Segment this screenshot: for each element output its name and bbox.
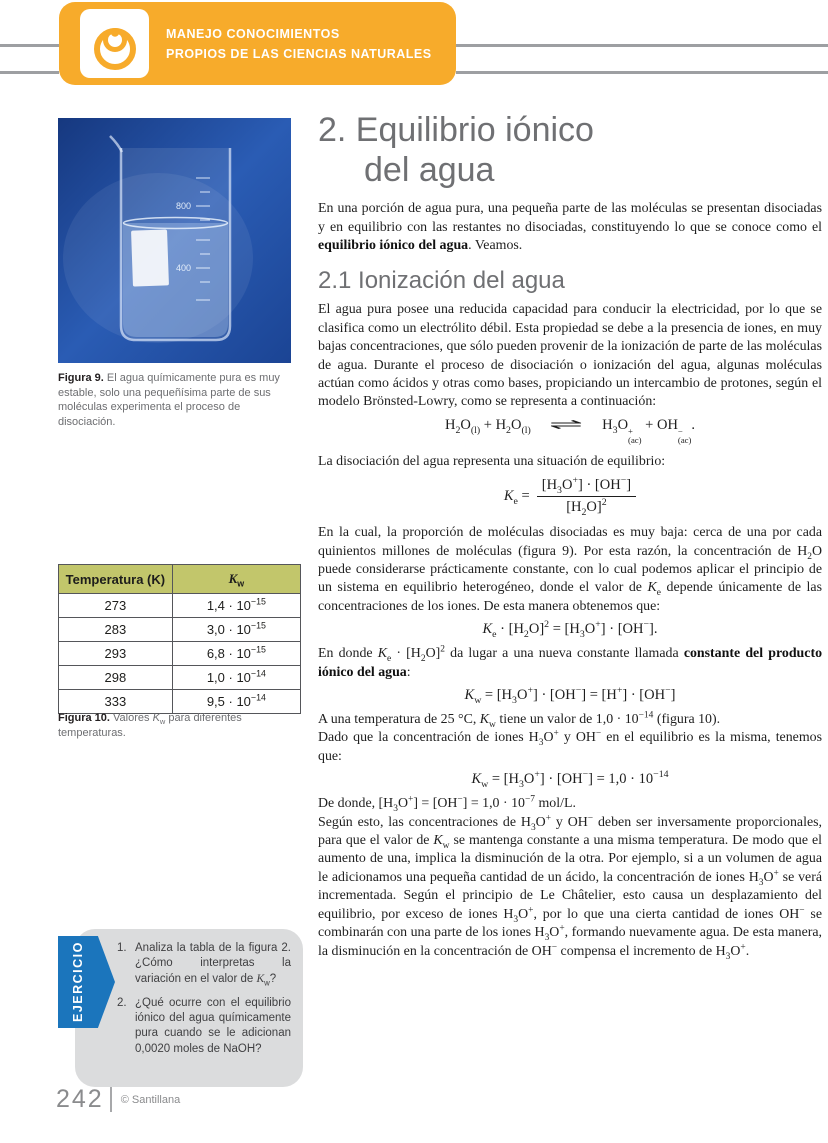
equation-ke-h2o: $K_e \cdot [H_2O]^2 = [H_3O^+] \cdot [OH^-]$. [482,619,658,641]
paragraph-intro: En una porción de agua pura, una pequeña parte de las moléculas se presentan disociadas y en equilibrio con las restantes no disociadas, constituyendo lo que se conoce como el equilibrio iónico del agua. Veamos. [318,201,822,254]
figure10-label: Figura 10. [58,712,110,724]
equation-autoionization: $H_2O_{(l)} + H_2O_{(l)}$ ⇌ $H_3O$ + (ac) + OH − (ac) . [444,416,696,446]
col-header-kw: $K_w$ [172,565,300,594]
article-title [318,110,822,190]
exercise-item-text: Analiza la tabla de la figura 2. ¿Cómo interpretas la variación en el valor de $K_w$? [135,942,291,987]
paragraph-endonde: En donde $K_e \cdot [H_2O]^2$ da lugar a una nueva constante llamada constante del producto iónico del agua: [318,644,823,680]
equation-ke-denominator: $[H_2O]^2$ [537,496,636,516]
figure10-caption [58,711,298,740]
paragraph-temperatura: A una temperatura de 25 °C, $K_w$ tiene un valor de $1,0 \cdot 10^{-14}$ (figura 10). [318,710,721,730]
beaker-graduation-800: 800 [176,201,192,211]
table-row [59,594,301,618]
figure10-caption-text: Valores $K_w$ para diferentes temperaturas. [58,712,242,739]
kw-table [58,564,301,714]
header-rule-left-bottom [0,71,59,74]
header-rule-right-top [456,44,828,47]
page-number: 242 [56,1085,104,1113]
table-row [59,642,301,666]
exercise-label [58,936,115,1028]
exercise-item-number: 1. [117,942,127,954]
paragraph-dedonde: De donde, $[H_3O^+] = [OH^-] = 1,0 \cdot 10^{-7}$ mol/L. [318,794,576,815]
page-footer [56,1085,180,1114]
table-row [59,666,301,690]
article-column [318,110,822,961]
equation-kw-definition: $K_w = [H_3O^+] \cdot [OH^-] = [H^+] \cdot [OH^-]$ [464,685,676,706]
paragraph-disociacion: La disociación del agua representa una situación de equilibrio: [318,453,666,469]
temperature-cell: 293 [59,642,173,666]
exercise-item [117,996,291,1057]
table-row [59,618,301,642]
header-strand-title [166,24,432,64]
header-rule-right-bottom [456,71,828,74]
exercise-list [117,941,291,1066]
col-header-temperature: Temperatura (K) [59,565,173,594]
section-heading: 2.1 Ionización del agua [318,267,565,295]
exercise-item-number: 2. [117,996,127,1009]
kw-cell: $9,5 \cdot 10^{-14}$ [172,690,300,714]
temperature-cell: 273 [59,594,173,618]
figure9-label: Figura 9. [58,372,104,384]
temperature-cell: 333 [59,690,173,714]
paragraph-segunesto: Según esto, las concentraciones de $H_3O^+$ y OH− deben ser inversamente proporcionales, para que el valor de $K_w$ se mantenga constante a una misma temperatura. De modo que el aumento de una, implica la disminución de la otra. Por ejemplo, si a un volumen de agua le adicionamos una pequeña cantidad de un ácido, la concentración de iones $H_3O^+$ se verá incrementada. Según el principio de Le Châtelier, esto causa un desplazamiento del equilibrio, por exceso de iones $H_3O^+$, por lo que una cierta cantidad de iones OH− se combinarán con una parte de los iones $H_3O^+$, formando nuevamente agua. De esta manera, la disminución en la concentración de OH− compensa el incremento de $H_3O^+$. [318,813,823,962]
exercise-item-text: ¿Qué ocurre con el equilibrio iónico del agua químicamente pura cuando se le adicionan 0,0020 moles de NaOH? [135,996,291,1055]
concentric-circles-logo-icon [87,16,143,72]
kw-cell: $1,0 \cdot 10^{-14}$ [172,666,300,690]
equation-kw-value: $K_w = [H_3O^+] \cdot [OH^-] = 1,0 \cdot 10^{-14}$ [471,769,669,791]
temperature-cell: 298 [59,666,173,690]
logo-box [80,9,149,78]
copyright: © Santillana [120,1093,181,1106]
figure9-caption [58,371,298,430]
temperature-cell: 283 [59,618,173,642]
paragraph-dadoque: Dado que la concentración de iones $H_3O^+$ y OH− en el equilibrio es la misma, tenemos que: [318,728,822,764]
header-strand-line1: MANEJO CONOCIMIENTOS [166,26,340,41]
equation-ke [318,475,822,519]
kw-cell: $1,4 \cdot 10^{-15}$ [172,594,300,618]
exercise-label-text: EJERCICIO [71,941,85,1023]
kw-cell: $3,0 \cdot 10^{-15}$ [172,618,300,642]
header-strand-line2: PROPIOS DE LAS CIENCIAS NATURALES [166,46,432,61]
table-row [59,690,301,714]
beaker-graduation-400: 400 [176,263,192,273]
equation-ke-numerator: $[H_3O^+] \cdot [OH^-]$ [541,475,632,497]
table-header-row [59,565,301,594]
header-rule-left-top [0,44,59,47]
figure9-caption-text: El agua químicamente pura es muy estable, solo una pequeñísima parte de sus moléculas experimenta el proceso de disociación. [58,372,280,428]
paragraph-ionizacion: El agua pura posee una reducida capacidad para conducir la electricidad, por lo que se clasifica como un electrólito débil. Esta propiedad se debe a la presencia de iones, en muy bajas concentraciones, que sólo pueden provenir de la ionización de parte de las moléculas de agua. Durante el proceso de disociación o ionización del agua, algunas moléculas actúan como ácidos y otras como bases, propiciando un intercambio de protones, según el modelo Brönsted-Lowry, como se representa a continuación: [318,302,822,410]
equation-ke-fraction [537,475,636,519]
article-title-line1: 2. Equilibrio iónico [318,111,594,149]
page-header-tab [59,2,456,85]
footer-divider [110,1087,112,1112]
exercise-item [117,941,291,987]
article-title-line2: del agua [364,151,495,190]
kw-cell: $6,8 \cdot 10^{-15}$ [172,642,300,666]
paragraph-encual: En la cual, la proporción de moléculas disociadas es muy baja: cerca de una por cada quinientos millones de moléculas (figura 9). Por esta razón, la concentración de $H_2O$ puede considerarse prácticamente constante, con lo cual podemos aplicar el principio de un sistema en equilibrio heterogéneo, donde el valor de $K_e$ depende únicamente de las concentraciones de los iones. De esta manera obtenemos que: [318,525,822,614]
equation-ke-lhs: $K_e$ = [503,488,530,508]
beaker-illustration [58,118,291,363]
figure9-photo [58,118,291,363]
